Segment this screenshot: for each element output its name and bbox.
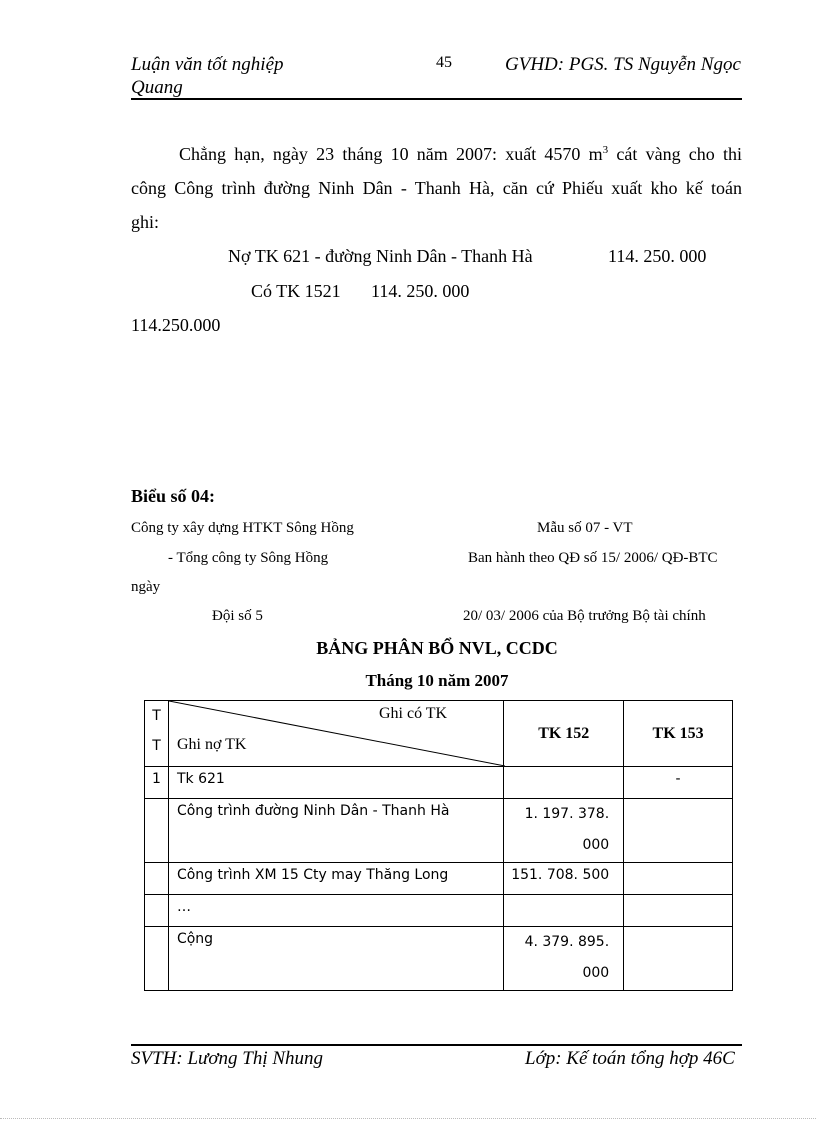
row-tt <box>145 799 169 863</box>
row-tt <box>145 863 169 895</box>
parent-company: - Tổng công ty Sông Hồng <box>168 550 329 566</box>
row-name: Tk 621 <box>168 767 503 799</box>
table-row <box>145 895 733 927</box>
page-number: 45 <box>436 54 452 71</box>
table-title: BẢNG PHÂN BỔ NVL, CCDC <box>316 638 558 658</box>
extra-amount: 114.250.000 <box>131 315 221 335</box>
header-left-continued: Quang <box>131 77 183 98</box>
row-tt: 1 <box>145 767 169 799</box>
row-tk153 <box>624 895 733 927</box>
form-code: Mẫu số 07 - VT <box>537 520 633 536</box>
header-left: Luận văn tốt nghiệp <box>131 54 284 75</box>
header-rule <box>131 98 742 100</box>
credit-entry-amount: 114. 250. 000 <box>371 281 470 301</box>
row-tk153: - <box>624 767 733 799</box>
page-bottom-edge <box>0 1118 816 1119</box>
row-tk152: 1. 197. 378. 000 <box>504 799 624 863</box>
header-diagonal-cell <box>168 701 503 767</box>
row-tk152: 151. 708. 500 <box>504 863 624 895</box>
row-tk152: 4. 379. 895. 000 <box>504 927 624 991</box>
row-tk153 <box>624 863 733 895</box>
header-tk152: TK 152 <box>504 701 624 767</box>
row-name: Công trình XM 15 Cty may Thăng Long <box>168 863 503 895</box>
company-name: Công ty xây dựng HTKT Sông Hồng <box>131 520 354 536</box>
table-subtitle: Tháng 10 năm 2007 <box>365 671 509 690</box>
row-name: … <box>168 895 503 927</box>
row-tt <box>145 895 169 927</box>
team-name: Đội số 5 <box>212 608 263 624</box>
table-row <box>145 799 733 863</box>
row-tk152 <box>504 895 624 927</box>
footer-rule <box>131 1044 742 1046</box>
table-header-row <box>145 701 733 767</box>
row-tt <box>145 927 169 991</box>
row-tk153 <box>624 799 733 863</box>
header-debit-label: Ghi nợ TK <box>176 736 247 753</box>
decree-date: 20/ 03/ 2006 của Bộ trưởng Bộ tài chính <box>463 608 706 624</box>
header-credit-label: Ghi có TK <box>378 705 448 722</box>
paragraph-line-3: ghi: <box>131 212 160 232</box>
table-row <box>145 863 733 895</box>
header-right: GVHD: PGS. TS Nguyễn Ngọc <box>505 54 741 75</box>
row-tk153 <box>624 927 733 991</box>
form-title: Biểu số 04: <box>131 486 216 506</box>
paragraph-line-2: công Công trình đường Ninh Dân - Thanh Hà, căn cứ Phiếu xuất kho kế toán <box>131 178 742 198</box>
row-name: Công trình đường Ninh Dân - Thanh Hà <box>168 799 503 863</box>
footer-left: SVTH: Lương Thị Nhung <box>131 1048 324 1069</box>
paragraph-line-1: Chẳng hạn, ngày 23 tháng 10 năm 2007: xuất 4570 $m^3$ cát vàng cho thi <box>179 144 742 164</box>
diagonal-line <box>169 701 505 766</box>
table-row <box>145 767 733 799</box>
header-tk153: TK 153 <box>624 701 733 767</box>
decree-ngay: ngày <box>131 579 161 595</box>
header-tt: T T <box>145 701 169 767</box>
debit-entry-amount: 114. 250. 000 <box>608 246 707 266</box>
footer-right: Lớp: Kế toán tổng hợp 46C <box>525 1048 735 1069</box>
row-name: Cộng <box>168 927 503 991</box>
debit-entry-label: Nợ TK 621 - đường Ninh Dân - Thanh Hà <box>228 246 533 266</box>
decree-text: Ban hành theo QĐ số 15/ 2006/ QĐ-BTC <box>468 550 718 566</box>
credit-entry-label: Có TK 1521 <box>251 281 341 301</box>
table-row-total <box>145 927 733 991</box>
allocation-table <box>144 700 733 991</box>
row-tk152 <box>504 767 624 799</box>
